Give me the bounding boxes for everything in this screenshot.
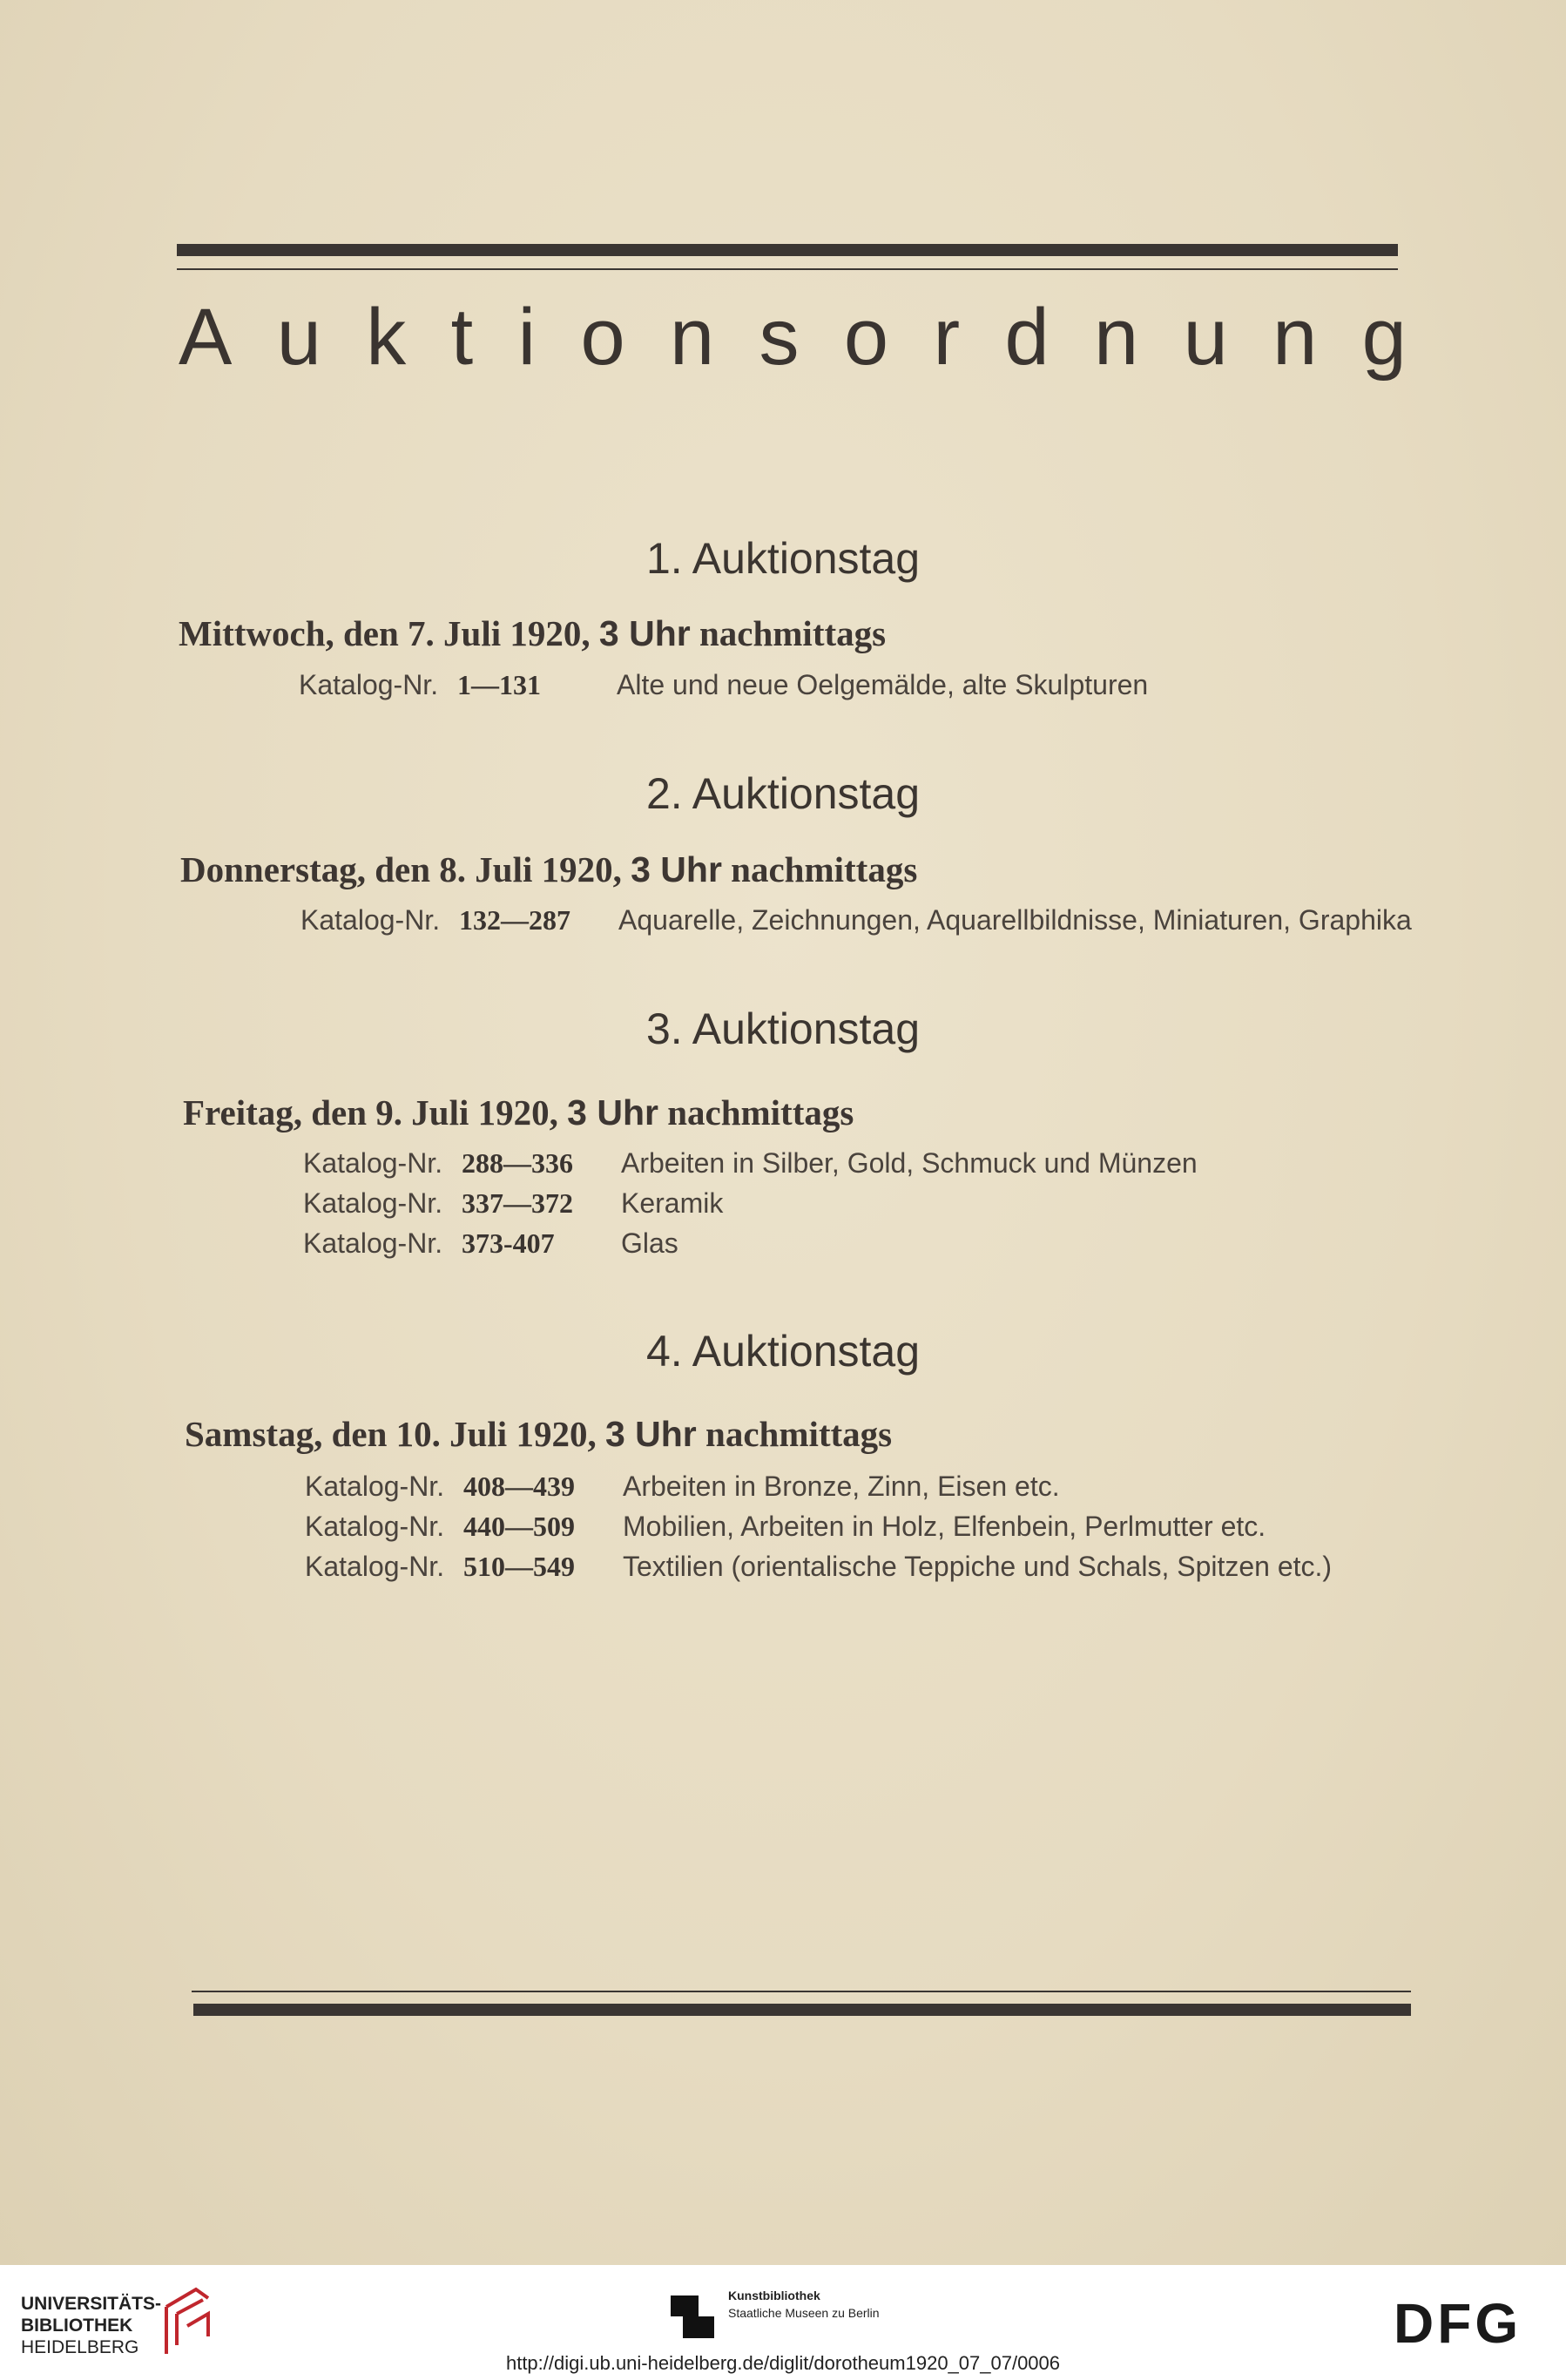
day-time: 3 Uhr [604, 1414, 697, 1454]
title-letter: n [1272, 293, 1318, 382]
day-date: Mittwoch, den 7. Juli 1920, [179, 613, 591, 653]
title-letter: i [517, 293, 537, 382]
ub-heidelberg-text [21, 2293, 161, 2358]
catalog-range: 408—439 [463, 1471, 575, 1502]
title-letter: r [933, 293, 961, 382]
catalog-description: Aquarelle, Zeichnungen, Aquarellbildnisse, Miniaturen, Graphika [618, 904, 1412, 936]
title-letter: u [276, 293, 321, 382]
title-letter: s [759, 293, 800, 382]
day-heading: 1. Auktionstag [645, 534, 921, 583]
catalog-label: Katalog-Nr. [299, 669, 439, 700]
day-suffix: nachmittags [705, 1414, 893, 1454]
kunstbibliothek-name: Kunstbibliothek [728, 2289, 820, 2302]
day-date: Donnerstag, den 8. Juli 1920, [180, 849, 622, 889]
catalog-description: Glas [621, 1227, 678, 1259]
day-time: 3 Uhr [631, 849, 722, 889]
day-time: 3 Uhr [598, 613, 691, 653]
catalog-entry [303, 1227, 678, 1260]
ub-line-3: HEIDELBERG [21, 2337, 139, 2357]
day-suffix: nachmittags [731, 849, 918, 889]
title-letter: d [1004, 293, 1050, 382]
catalog-entry [305, 1551, 1332, 1583]
day-suffix: nachmittags [699, 613, 887, 653]
day-date: Samstag, den 10. Juli 1920, [185, 1414, 597, 1454]
ub-line-2: BIBLIOTHEK [21, 2316, 133, 2336]
catalog-description: Alte und neue Oelgemälde, alte Skulpturen [617, 669, 1149, 700]
catalog-label: Katalog-Nr. [300, 904, 441, 936]
bottom-rule-thin [192, 1991, 1411, 1992]
catalog-label: Katalog-Nr. [303, 1147, 443, 1179]
catalog-range: 510—549 [463, 1551, 575, 1582]
catalog-entry [305, 1511, 1266, 1543]
day-heading: 2. Auktionstag [645, 769, 921, 818]
catalog-entry [303, 1187, 723, 1220]
day-date-line [179, 612, 886, 654]
catalog-range: 288—336 [462, 1147, 573, 1179]
catalog-description: Keramik [621, 1187, 724, 1219]
catalog-label: Katalog-Nr. [305, 1471, 445, 1502]
catalog-description: Arbeiten in Silber, Gold, Schmuck und Münzen [621, 1147, 1198, 1179]
catalog-entry [300, 904, 1412, 936]
dfg-logo: DFG [1394, 2292, 1522, 2355]
footer-bar [0, 2265, 1566, 2380]
bottom-rule-thick [193, 2004, 1411, 2016]
title-letter: o [843, 293, 889, 382]
title-letter: n [669, 293, 715, 382]
catalog-description: Arbeiten in Bronze, Zinn, Eisen etc. [623, 1471, 1060, 1502]
title-letter: n [1094, 293, 1139, 382]
day-date-line [180, 849, 917, 890]
top-rule-thick [177, 244, 1398, 256]
kunstbibliothek-logo-icon [671, 2290, 714, 2338]
catalog-range: 132—287 [459, 904, 570, 936]
day-time: 3 Uhr [567, 1092, 658, 1133]
title-letter: A [179, 293, 233, 382]
catalog-range: 337—372 [462, 1187, 573, 1219]
catalog-description: Mobilien, Arbeiten in Holz, Elfenbein, Perlmutter etc. [623, 1511, 1266, 1542]
title-letter: k [366, 293, 407, 382]
top-rule-thin [177, 268, 1398, 270]
source-url[interactable]: http://digi.ub.uni-heidelberg.de/diglit/dorotheum1920_07_07/0006 [505, 2352, 1061, 2374]
catalog-range: 440—509 [463, 1511, 575, 1542]
title-letter: u [1183, 293, 1228, 382]
catalog-label: Katalog-Nr. [305, 1551, 445, 1582]
title-letter: t [450, 293, 474, 382]
catalog-range: 373-407 [462, 1227, 555, 1259]
catalog-label: Katalog-Nr. [305, 1511, 445, 1542]
title-letter: o [580, 293, 625, 382]
ub-heidelberg-logo-icon [161, 2282, 213, 2361]
catalog-entry [299, 669, 1148, 701]
catalog-description: Textilien (orientalische Teppiche und Schals, Spitzen etc.) [623, 1551, 1333, 1582]
catalog-entry [305, 1471, 1060, 1503]
catalog-label: Katalog-Nr. [303, 1227, 443, 1259]
catalog-range: 1—131 [457, 669, 541, 700]
title-letter: g [1361, 293, 1407, 382]
day-date: Freitag, den 9. Juli 1920, [183, 1092, 558, 1133]
page-title [179, 292, 1407, 383]
kunstbibliothek-sub: Staatliche Museen zu Berlin [728, 2306, 880, 2320]
catalog-entry [303, 1147, 1198, 1180]
day-heading: 3. Auktionstag [645, 1004, 921, 1053]
day-date-line [185, 1413, 892, 1455]
day-heading: 4. Auktionstag [645, 1327, 921, 1376]
catalog-label: Katalog-Nr. [303, 1187, 443, 1219]
day-date-line [183, 1092, 854, 1133]
ub-line-1: UNIVERSITÄTS- [21, 2294, 162, 2314]
day-suffix: nachmittags [667, 1092, 854, 1133]
